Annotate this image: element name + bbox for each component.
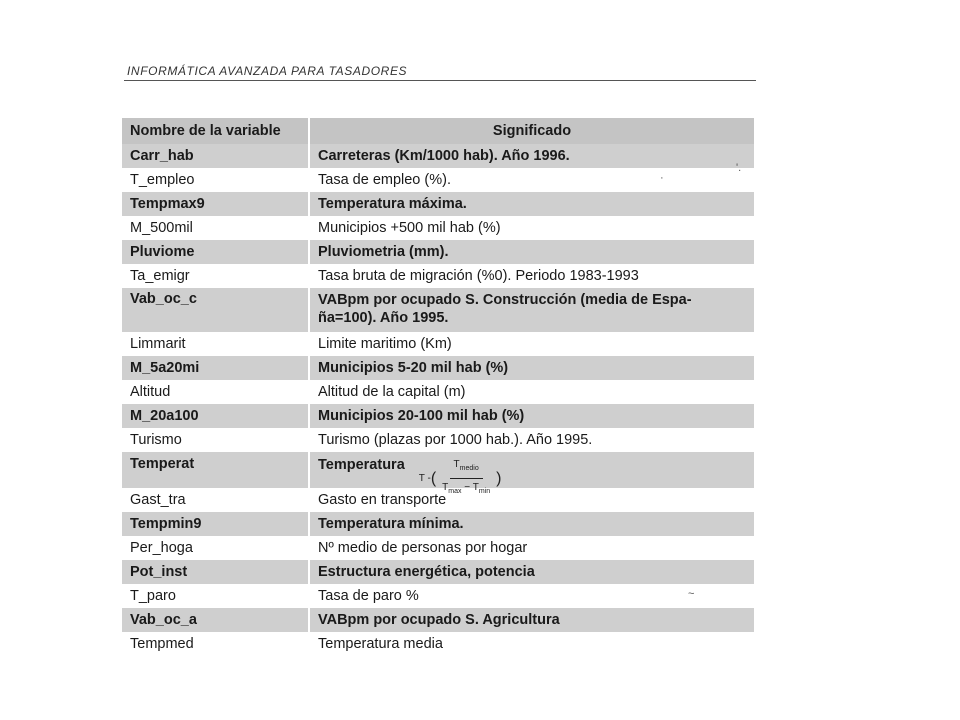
variable-meaning: Municipios +500 mil hab (%) [318, 220, 501, 236]
table-row [122, 404, 754, 428]
scan-speck: ~ [688, 588, 695, 600]
variable-name: Gast_tra [130, 492, 186, 508]
table-row [122, 584, 754, 608]
formula-lhs: T - [418, 472, 431, 484]
variable-meaning: Municipios 20-100 mil hab (%) [318, 408, 525, 424]
column-header-name: Nombre de la variable [122, 118, 310, 144]
variable-name: Tempmin9 [122, 512, 310, 536]
table-row [122, 216, 754, 240]
table-row [122, 332, 754, 356]
column-header-meaning: Significado [492, 123, 572, 139]
variable-name: Tempmax9 [122, 192, 310, 216]
variable-meaning: Tasa de paro % [318, 588, 419, 604]
variable-meaning: Pluviometria (mm). [318, 244, 449, 260]
variable-meaning: Tasa bruta de migración (%0). Periodo 1983-1993 [318, 268, 639, 284]
table-row [122, 144, 754, 168]
variable-meaning [310, 452, 754, 495]
table-row [122, 356, 754, 380]
table-row [122, 488, 754, 512]
table-row [122, 512, 754, 536]
scan-speck: · [660, 172, 664, 184]
variable-name: Vab_oc_c [122, 288, 310, 332]
formula-den-b-sub: min [478, 488, 491, 495]
table-row [122, 608, 754, 632]
variable-meaning-line: ña=100). Año 1995. [318, 310, 449, 326]
variable-meaning-line: VABpm por ocupado S. Construcción (media de Espa- [318, 292, 692, 308]
variable-name: T_paro [130, 588, 176, 604]
variables-table [122, 118, 754, 656]
variable-name: Limmarit [130, 336, 186, 352]
variable-name: Vab_oc_a [122, 608, 310, 632]
variable-meaning-text: Temperatura [318, 457, 405, 473]
running-header: INFORMÁTICA AVANZADA PARA TASADORES [127, 64, 408, 78]
variable-name: Tempmed [130, 636, 194, 652]
scan-speck: '. [736, 162, 742, 174]
formula-den-a-sub: max [448, 488, 462, 495]
variable-meaning: Tasa de empleo (%). [318, 172, 451, 188]
table-row [122, 264, 754, 288]
table-row [122, 380, 754, 404]
variable-name: Turismo [130, 432, 182, 448]
variable-meaning: Limite maritimo (Km) [318, 336, 452, 352]
variable-name: M_500mil [130, 220, 193, 236]
formula-open-paren: ( [430, 469, 437, 487]
variable-name: M_20a100 [122, 404, 310, 428]
variable-name: Pluviome [122, 240, 310, 264]
variable-meaning: Temperatura máxima. [318, 196, 467, 212]
variable-name: Altitud [130, 384, 171, 400]
table-row [122, 288, 754, 332]
formula-den-a: T [442, 482, 449, 493]
variable-meaning [310, 288, 754, 332]
table-row [122, 536, 754, 560]
variable-meaning: Carreteras (Km/1000 hab). Año 1996. [318, 148, 570, 164]
variable-meaning: Municipios 5-20 mil hab (%) [318, 360, 509, 376]
variable-name: Pot_inst [122, 560, 310, 584]
table-row [122, 632, 754, 656]
table-row [122, 240, 754, 264]
table-row [122, 192, 754, 216]
variable-meaning: Gasto en transporte [318, 492, 447, 508]
variable-meaning: Turismo (plazas por 1000 hab.). Año 1995. [318, 432, 593, 448]
formula-den-op: − [464, 482, 471, 493]
variable-meaning: VABpm por ocupado S. Agricultura [318, 612, 560, 628]
variable-name: T_empleo [130, 172, 195, 188]
variable-meaning: Temperatura media [318, 636, 443, 652]
formula-num-symbol: T [453, 459, 460, 470]
table-row [122, 452, 754, 495]
formula-num-sub: medio [459, 465, 479, 472]
variable-name: Carr_hab [122, 144, 310, 168]
variable-name: M_5a20mi [122, 356, 310, 380]
formula-numerator [450, 456, 483, 479]
formula-close-paren: ) [496, 469, 502, 487]
variable-meaning: Nº medio de personas por hogar [318, 540, 528, 556]
variable-name: Per_hoga [130, 540, 193, 556]
header-rule [124, 80, 756, 81]
table-row [122, 560, 754, 584]
variable-name: Temperat [122, 452, 310, 488]
variable-meaning: Temperatura mínima. [318, 516, 464, 532]
variable-name: Ta_emigr [130, 268, 190, 284]
variable-meaning: Estructura energética, potencia [318, 564, 535, 580]
table-header-row [122, 118, 754, 144]
variable-meaning: Altitud de la capital (m) [318, 384, 466, 400]
table-row [122, 428, 754, 452]
formula-den-b: T [472, 482, 479, 493]
